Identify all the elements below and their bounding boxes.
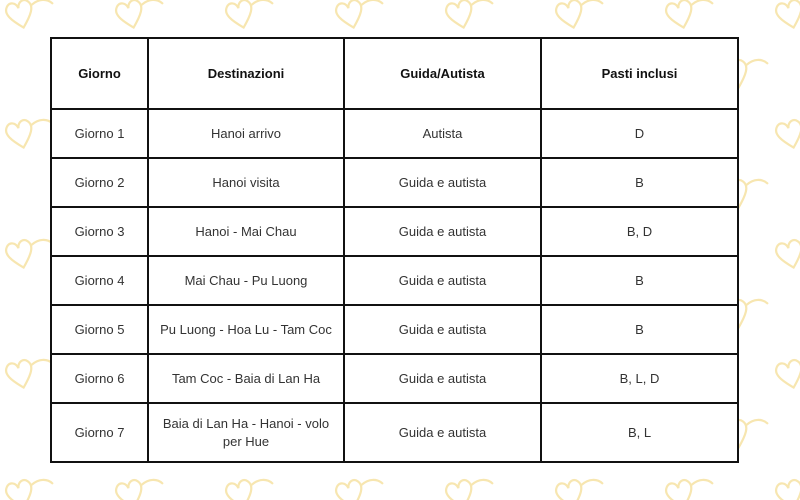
cell-meals: B — [541, 305, 738, 354]
cell-guide: Autista — [344, 109, 541, 158]
cell-destination: Hanoi arrivo — [148, 109, 344, 158]
cell-meals: B, L — [541, 403, 738, 462]
cell-day: Giorno 4 — [51, 256, 148, 305]
cell-meals: B — [541, 256, 738, 305]
cell-destination: Pu Luong - Hoa Lu - Tam Coc — [148, 305, 344, 354]
itinerary-table-container — [50, 37, 739, 463]
table-row — [51, 256, 738, 305]
heart-outline-icon — [4, 0, 56, 31]
cell-guide: Guida e autista — [344, 354, 541, 403]
heart-outline-icon — [554, 473, 606, 500]
heart-outline-icon — [774, 233, 800, 271]
heart-outline-icon — [774, 0, 800, 31]
heart-outline-icon — [114, 473, 166, 500]
table-row — [51, 109, 738, 158]
cell-day: Giorno 2 — [51, 158, 148, 207]
cell-destination: Baia di Lan Ha - Hanoi - volo per Hue — [148, 403, 344, 462]
heart-outline-icon — [334, 0, 386, 31]
cell-meals: B, D — [541, 207, 738, 256]
cell-destination: Tam Coc - Baia di Lan Ha — [148, 354, 344, 403]
heart-outline-icon — [554, 0, 606, 31]
heart-outline-icon — [774, 473, 800, 500]
table-header-row — [51, 38, 738, 109]
table-row — [51, 158, 738, 207]
heart-outline-icon — [334, 473, 386, 500]
heart-outline-icon — [444, 473, 496, 500]
heart-outline-icon — [4, 113, 56, 151]
heart-outline-icon — [444, 0, 496, 31]
header-pasti-inclusi: Pasti inclusi — [541, 38, 738, 109]
heart-outline-icon — [664, 0, 716, 31]
cell-day: Giorno 3 — [51, 207, 148, 256]
heart-outline-icon — [774, 353, 800, 391]
cell-destination: Mai Chau - Pu Luong — [148, 256, 344, 305]
table-row — [51, 305, 738, 354]
heart-outline-icon — [774, 113, 800, 151]
heart-outline-icon — [4, 353, 56, 391]
cell-day: Giorno 5 — [51, 305, 148, 354]
heart-outline-icon — [224, 473, 276, 500]
table-row — [51, 207, 738, 256]
itinerary-table — [50, 37, 739, 463]
cell-day: Giorno 7 — [51, 403, 148, 462]
cell-meals: B — [541, 158, 738, 207]
cell-day: Giorno 1 — [51, 109, 148, 158]
cell-guide: Guida e autista — [344, 158, 541, 207]
heart-outline-icon — [4, 473, 56, 500]
cell-guide: Guida e autista — [344, 305, 541, 354]
heart-outline-icon — [4, 233, 56, 271]
heart-outline-icon — [114, 0, 166, 31]
cell-guide: Guida e autista — [344, 256, 541, 305]
table-row — [51, 354, 738, 403]
heart-outline-icon — [664, 473, 716, 500]
cell-day: Giorno 6 — [51, 354, 148, 403]
cell-destination: Hanoi visita — [148, 158, 344, 207]
heart-outline-icon — [224, 0, 276, 31]
cell-meals: D — [541, 109, 738, 158]
cell-meals: B, L, D — [541, 354, 738, 403]
cell-destination: Hanoi - Mai Chau — [148, 207, 344, 256]
header-destinazioni: Destinazioni — [148, 38, 344, 109]
header-giorno: Giorno — [51, 38, 148, 109]
table-row — [51, 403, 738, 462]
header-guida-autista: Guida/Autista — [344, 38, 541, 109]
cell-guide: Guida e autista — [344, 403, 541, 462]
cell-guide: Guida e autista — [344, 207, 541, 256]
